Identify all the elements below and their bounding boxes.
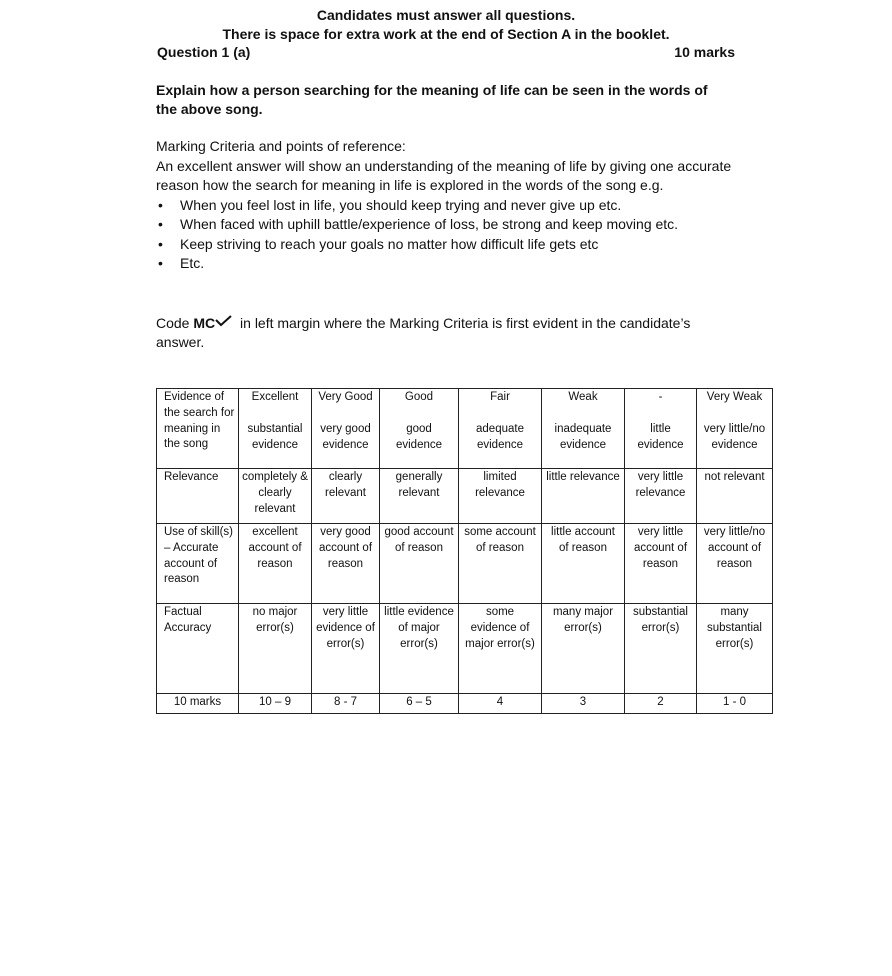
table-cell: some evidence of major error(s) (459, 604, 542, 694)
table-cell: very good account of reason (312, 524, 380, 604)
table-cell: generally relevant (380, 469, 459, 524)
table-cell: very little evidence of error(s) (312, 604, 380, 694)
question-header (157, 44, 735, 60)
table-cell: little relevance (542, 469, 625, 524)
table-cell: excellent account of reason (239, 524, 312, 604)
level-heading: Fair (490, 391, 510, 403)
table-cell (625, 389, 697, 469)
criteria-intro: An excellent answer will show an understanding of the meaning of life by giving one accurate reason how the search for meaning in life is explored in the words of the song e.g. (156, 157, 732, 193)
code-mc: MC (193, 315, 216, 331)
table-cell (380, 389, 459, 469)
code-prefix: Code (156, 315, 194, 331)
descriptor: inadequate evidence (554, 423, 612, 451)
mark-range: 3 (542, 694, 625, 714)
descriptor: substantial evidence (247, 423, 303, 451)
table-cell: limited relevance (459, 469, 542, 524)
mark-range: 8 - 7 (312, 694, 380, 714)
row-label: Evidence of the search for meaning in the song (157, 389, 239, 469)
table-row (157, 389, 773, 469)
instruction-line-1: Candidates must answer all questions. (316, 7, 576, 23)
table-cell: many major error(s) (542, 604, 625, 694)
level-heading: Very Weak (706, 391, 763, 403)
mark-range: 1 - 0 (697, 694, 773, 714)
descriptor: adequate evidence (476, 423, 524, 451)
marks-row (157, 694, 773, 714)
criteria-bullet: • When you feel lost in life, you should keep trying and never give up etc. (156, 196, 746, 216)
table-cell: good account of reason (380, 524, 459, 604)
marks-label: 10 marks (157, 694, 239, 714)
code-suffix: in left margin where the Marking Criteria is first evident in the candidate’s answer. (156, 315, 691, 350)
mark-range: 4 (459, 694, 542, 714)
criteria-heading: Marking Criteria and points of reference: (156, 138, 406, 154)
row-label: Relevance (157, 469, 239, 524)
level-heading: Excellent (251, 391, 299, 403)
level-heading: Weak (568, 391, 598, 403)
criteria-bullet: • When faced with uphill battle/experience of loss, be strong and keep moving etc. (156, 215, 746, 235)
row-label: Use of skill(s) – Accurate account of reason (157, 524, 239, 604)
level-heading: - (658, 391, 663, 403)
table-cell: very little/no account of reason (697, 524, 773, 604)
table-cell: not relevant (697, 469, 773, 524)
marking-rubric-table (156, 388, 773, 714)
table-cell: very little relevance (625, 469, 697, 524)
question-prompt: Explain how a person searching for the meaning of life can be seen in the words of the above song. (156, 82, 708, 117)
table-cell: no major error(s) (239, 604, 312, 694)
level-heading: Good (404, 391, 434, 403)
table-cell: little account of reason (542, 524, 625, 604)
descriptor: good evidence (395, 423, 443, 451)
descriptor: very good evidence (320, 423, 371, 451)
table-cell: completely & clearly relevant (239, 469, 312, 524)
table-cell (312, 389, 380, 469)
table-cell: clearly relevant (312, 469, 380, 524)
criteria-bullet: • Etc. (156, 254, 746, 274)
question-label: Question 1 (a) (157, 44, 251, 60)
table-row (157, 524, 773, 604)
descriptor: little evidence (637, 423, 684, 451)
mark-range: 2 (625, 694, 697, 714)
mark-range: 10 – 9 (239, 694, 312, 714)
table-cell (542, 389, 625, 469)
table-row (157, 604, 773, 694)
question-marks: 10 marks (674, 44, 735, 60)
checkmark-icon (215, 315, 232, 327)
table-cell (239, 389, 312, 469)
instruction-line-2: There is space for extra work at the end of Section A in the booklet. (222, 26, 670, 42)
table-cell: many substantial error(s) (697, 604, 773, 694)
row-label: Factual Accuracy (157, 604, 239, 694)
table-cell: little evidence of major error(s) (380, 604, 459, 694)
marking-criteria (156, 137, 746, 274)
table-cell (459, 389, 542, 469)
code-instruction (156, 314, 736, 352)
mark-range: 6 – 5 (380, 694, 459, 714)
descriptor: very little/no evidence (703, 423, 766, 451)
level-heading: Very Good (318, 391, 373, 403)
criteria-bullet: • Keep striving to reach your goals no matter how difficult life gets etc (156, 235, 746, 255)
criteria-bullet-list (156, 196, 746, 274)
table-cell: substantial error(s) (625, 604, 697, 694)
table-row (157, 469, 773, 524)
table-cell: some account of reason (459, 524, 542, 604)
table-cell (697, 389, 773, 469)
table-cell: very little account of reason (625, 524, 697, 604)
